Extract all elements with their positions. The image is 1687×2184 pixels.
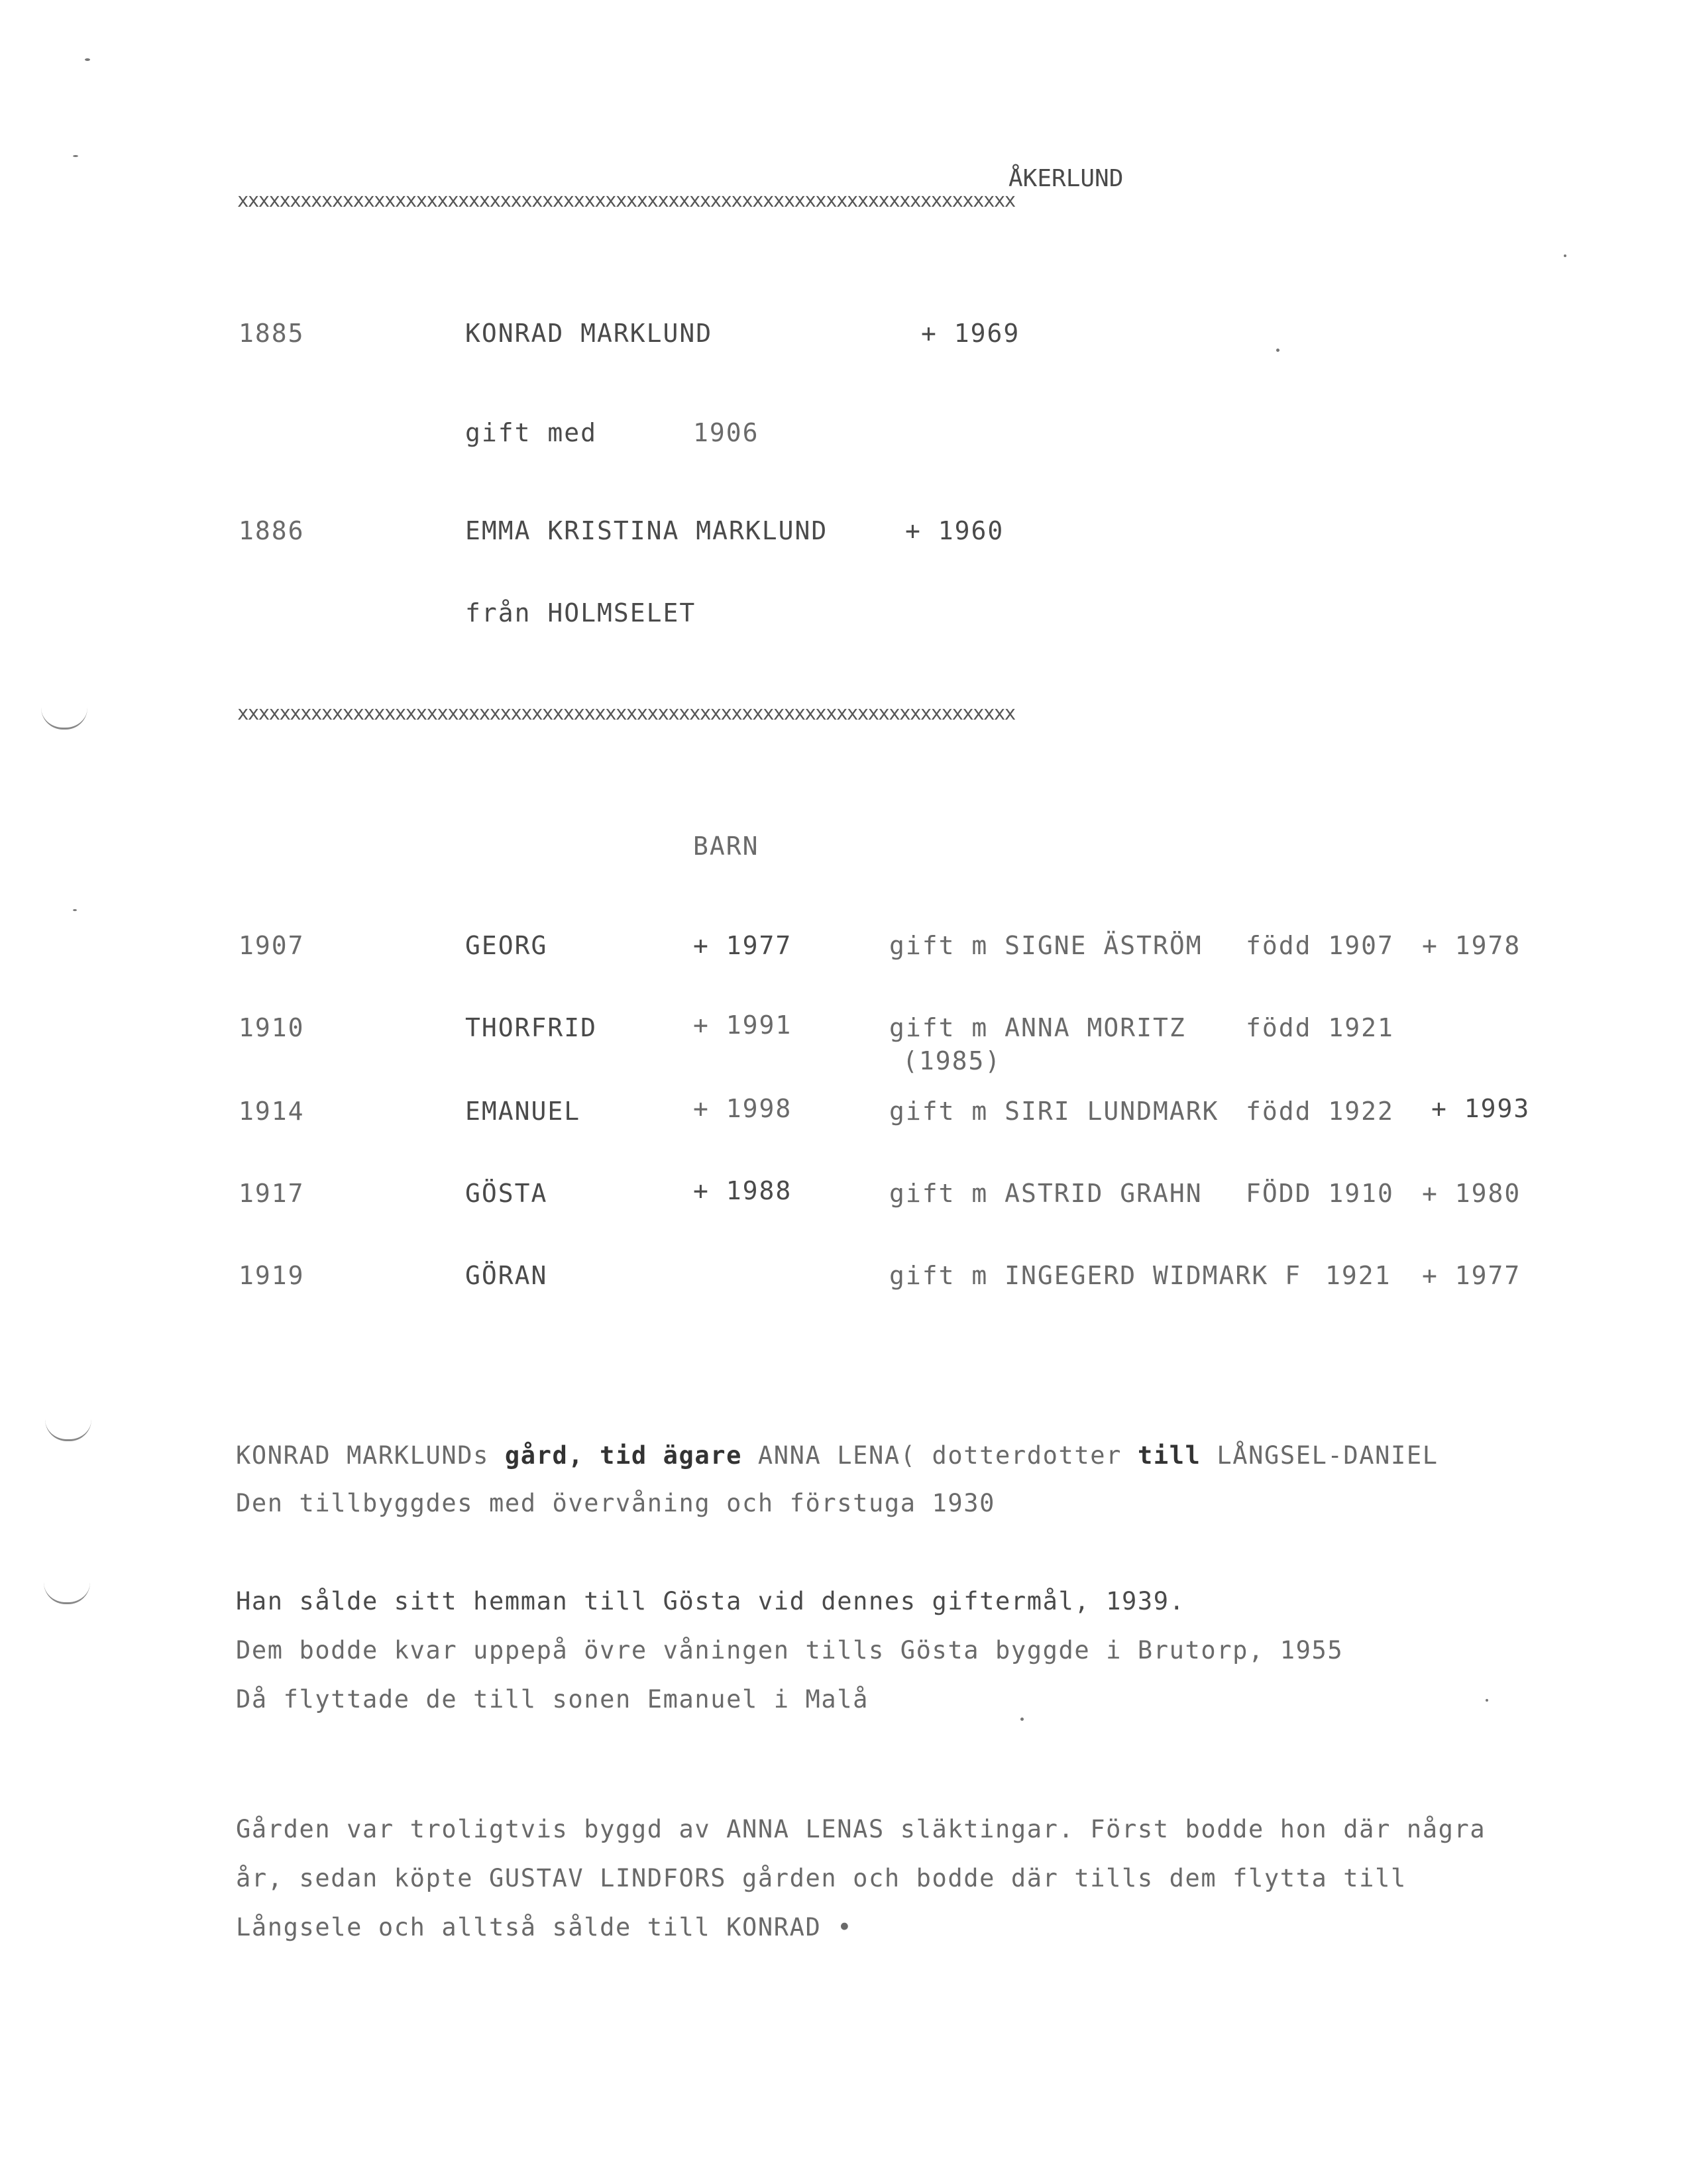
marriage-year: 1906 — [693, 418, 759, 447]
marriage-note: (1985) — [902, 1046, 1002, 1075]
note-paragraph-3-line-3: Långsele och alltså sålde till KONRAD • — [236, 1913, 853, 1941]
mother-death: + 1960 — [905, 516, 1005, 545]
note-owner-ancestor: LÅNGSEL-DANIEL — [1201, 1441, 1439, 1470]
spouse-birth: född 1907 — [1246, 931, 1394, 960]
note-paragraph-3-line-1: Gården var troligtvis byggd av ANNA LENAS släktingar. Först bodde hon där några — [236, 1815, 1486, 1843]
child-name: GEORG — [465, 931, 548, 960]
child-birth-year: 1914 — [239, 1097, 305, 1126]
mother-name: EMMA KRISTINA MARKLUND — [465, 516, 828, 545]
spouse-birth: FÖDD 1910 — [1246, 1179, 1394, 1208]
note-paragraph-2-line-1: Han sålde sitt hemman till Gösta vid dennes giftermål, 1939. — [236, 1587, 1185, 1615]
note-paragraph-3-line-2: år, sedan köpte GUSTAV LINDFORS gården och bodde där tills dem flytta till — [236, 1864, 1407, 1892]
punch-hole-mark — [44, 1582, 90, 1604]
scan-speck — [1486, 1699, 1488, 1702]
child-death: + 1991 — [693, 1010, 792, 1040]
spouse-name: gift m ANNA MORITZ — [889, 1013, 1186, 1042]
spouse-name: gift m SIGNE ÄSTRÖM — [889, 931, 1203, 960]
spouse-death: + 1980 — [1422, 1179, 1521, 1208]
note-owner-phrase: gård, tid ägare — [504, 1441, 743, 1470]
child-death: + 1998 — [693, 1094, 792, 1123]
spouse-death: + 1978 — [1422, 931, 1521, 960]
child-birth-year: 1917 — [239, 1179, 305, 1208]
punch-hole-mark — [45, 1419, 91, 1441]
spouse-birth: född 1922 — [1246, 1097, 1394, 1126]
separator-top: xxxxxxxxxxxxxxxxxxxxxxxxxxxxxxxxxxxxxxxxxxxxxxxxxxxxxxxxxxxxxxxxxxxxxxxxxx — [237, 189, 1015, 211]
child-birth-year: 1907 — [239, 931, 305, 960]
child-death: + 1988 — [693, 1176, 792, 1205]
father-name: KONRAD MARKLUND — [465, 319, 713, 348]
note-paragraph-2-line-3: Då flyttade de till sonen Emanuel i Malå — [236, 1685, 869, 1714]
scan-speck — [73, 155, 78, 157]
spouse-death: + 1977 — [1422, 1261, 1521, 1290]
child-name: THORFRID — [465, 1013, 598, 1042]
scan-speck — [73, 909, 77, 911]
scan-speck — [1276, 349, 1279, 352]
scan-speck — [85, 58, 90, 61]
children-heading: BARN — [693, 832, 759, 861]
scan-speck — [1020, 1718, 1024, 1721]
note-paragraph-1-line-2: Den tillbyggdes med övervåning och förstuga 1930 — [236, 1489, 996, 1517]
note-owner-till: till — [1137, 1441, 1201, 1470]
note-owner-name: KONRAD MARKLUNDs — [236, 1441, 505, 1470]
scan-speck — [1564, 254, 1566, 257]
mother-birth-year: 1886 — [239, 516, 305, 545]
page-title: ÅKERLUND — [1008, 165, 1124, 192]
spouse-birth: 1921 — [1325, 1261, 1391, 1290]
child-name: GÖSTA — [465, 1179, 548, 1208]
separator-bottom: xxxxxxxxxxxxxxxxxxxxxxxxxxxxxxxxxxxxxxxxxxxxxxxxxxxxxxxxxxxxxxxxxxxxxxxxxx — [237, 702, 1015, 724]
child-death: + 1977 — [693, 931, 792, 960]
spouse-name: gift m SIRI LUNDMARK — [889, 1097, 1219, 1126]
child-birth-year: 1910 — [239, 1013, 305, 1042]
note-paragraph-2-line-2: Dem bodde kvar uppepå övre våningen tills Gösta byggde i Brutorp, 1955 — [236, 1636, 1344, 1665]
spouse-name: gift m ASTRID GRAHN — [889, 1179, 1203, 1208]
punch-hole-mark — [41, 708, 87, 730]
mother-origin: från HOLMSELET — [465, 598, 696, 628]
note-paragraph-1-line-1 — [236, 1443, 1439, 1468]
father-birth-year: 1885 — [239, 319, 305, 348]
spouse-name: gift m INGEGERD WIDMARK F — [889, 1261, 1301, 1290]
child-birth-year: 1919 — [239, 1261, 305, 1290]
father-death: + 1969 — [921, 319, 1020, 348]
child-name: GÖRAN — [465, 1261, 548, 1290]
child-name: EMANUEL — [465, 1097, 581, 1126]
spouse-death: + 1993 — [1431, 1094, 1531, 1123]
spouse-birth: född 1921 — [1246, 1013, 1394, 1042]
note-owner-lineage: ANNA LENA( dotterdotter — [742, 1441, 1138, 1470]
marriage-label: gift med — [465, 418, 598, 447]
